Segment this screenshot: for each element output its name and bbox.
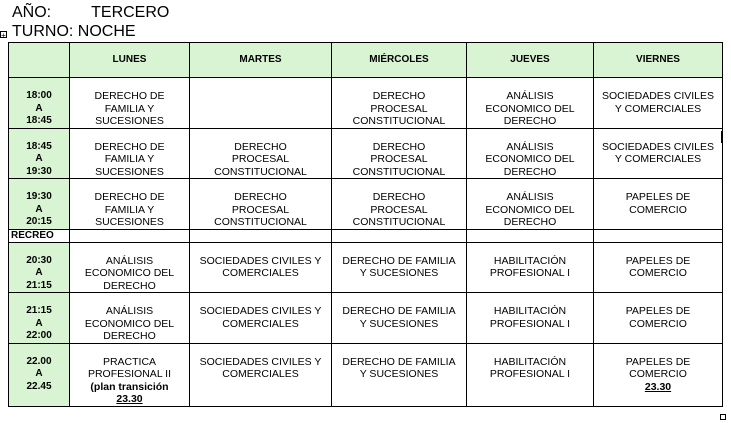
time-start: 20:30 [26,254,52,266]
subject-cell [594,128,723,179]
subject-cell [332,293,467,344]
subject-line: PRACTICA [102,355,157,368]
subject-line: PROFESIONAL I [489,267,571,279]
subject-line: DERECHO [372,90,426,102]
subject-line: DERECHO DE FAMILIA [342,305,456,317]
day-header-martes: MARTES [190,43,332,78]
time-sep: A [35,203,43,215]
subject-line: ANÁLISIS [506,90,554,102]
subject-cell [190,179,332,230]
end-time-note: 23.30 [644,380,672,393]
subject-line: PAPELES DE [625,254,691,267]
subject-line: DERECHO DE [94,191,165,203]
time-start: 22.00 [26,355,52,367]
subject-line: DERECHO [372,140,426,153]
subject-line: FAMILIA Y [104,102,155,115]
subject-line: Y SUCESIONES [359,267,439,279]
subject-cell [594,179,723,230]
subject-line: CONSTITUCIONAL [352,165,446,178]
recreo-cell [467,229,594,242]
subject-line: ECONOMICO DEL [485,102,575,115]
time-start: 18:00 [26,90,52,101]
subject-cell [332,179,467,230]
subject-cell-empty [190,78,332,129]
subject-line: COMERCIALES [222,368,299,380]
subject-line: CONSTITUCIONAL [214,216,307,228]
day-header-lunes: LUNES [70,43,190,78]
subject-line: SOCIEDADES CIVILES [601,140,715,153]
recreo-cell [70,229,190,242]
time-end: 19:30 [26,165,52,177]
time-sep: A [35,267,43,278]
time-cell [9,179,70,230]
time-end: 18:45 [26,115,52,126]
subject-line: ANÁLISIS [506,191,554,203]
recreo-label: RECREO [9,229,70,242]
time-end: 20:15 [26,216,52,227]
subject-cell [467,78,594,129]
subject-line: DERECHO [372,191,426,203]
subject-cell [467,343,594,406]
subject-cell [467,242,594,293]
subject-cell [190,343,332,406]
turno-label: TURNO: [12,23,74,40]
subject-line: SOCIEDADES CIVILES Y [199,305,322,317]
subject-line: COMERCIO [629,203,687,216]
subject-line: PROFESIONAL II [87,368,172,380]
end-time-note: 23.30 [116,393,143,405]
corner-cell [9,43,70,78]
subject-line: CONSTITUCIONAL [214,165,307,178]
subject-line: DERECHO DE [94,140,165,153]
subject-line: DERECHO [503,216,557,228]
time-cell [9,293,70,344]
text-cursor [721,131,723,143]
time-start: 21:15 [26,305,52,316]
subject-line: ECONOMICO DEL [485,153,575,165]
time-start: 18:45 [26,140,52,152]
day-header-viernes: VIERNES [594,43,723,78]
subject-cell [70,293,190,344]
time-cell [9,128,70,179]
table-row [9,293,723,344]
subject-cell [332,78,467,129]
day-header-jueves: JUEVES [467,43,594,78]
subject-cell [467,179,594,230]
subject-line: FAMILIA Y [104,153,155,165]
subject-line: DERECHO [234,191,287,203]
table-row [9,78,723,129]
subject-line: PAPELES DE [625,355,691,368]
subject-cell [467,128,594,179]
subject-cell [594,242,723,293]
subject-cell [70,343,190,406]
subject-line: COMERCIALES [222,317,299,330]
subject-line: DERECHO [503,165,557,178]
subject-cell [190,242,332,293]
subject-line: DERECHO [103,279,156,292]
day-header-miercoles: MIÉRCOLES [332,43,467,78]
table-row [9,179,723,230]
recreo-cell [190,229,332,242]
subject-line: Y COMERCIALES [614,102,702,115]
subject-line: CONSTITUCIONAL [352,115,446,127]
subject-line: COMERCIALES [222,267,299,279]
subject-line: ECONOMICO DEL [485,203,575,216]
subject-line: DERECHO [234,140,287,153]
subject-line: Y SUCESIONES [359,317,439,330]
recreo-row [9,229,723,242]
subject-line: SOCIEDADES CIVILES [601,90,715,102]
turno-value: NOCHE [77,23,136,40]
table-row [9,128,723,179]
subject-line: COMERCIO [629,267,687,279]
time-sep: A [35,153,43,164]
recreo-cell [332,229,467,242]
subject-line: DERECHO [503,115,557,127]
table-move-handle-icon[interactable]: + [1,31,6,40]
year-label: AÑO: [12,4,52,21]
subject-line: PROCESAL [370,153,428,165]
subject-line: DERECHO [103,330,156,342]
time-cell [9,242,70,293]
subject-line: PAPELES DE [625,305,691,317]
time-end: 22:00 [26,330,52,341]
time-end: 21:15 [26,279,52,291]
subject-line: COMERCIO [629,368,687,380]
time-cell [9,343,70,406]
time-sep: A [35,317,43,329]
subject-line: ANÁLISIS [105,305,154,317]
subject-line: CONSTITUCIONAL [352,216,446,228]
subject-line: PROFESIONAL I [489,368,571,380]
plan-note: (plan transición [90,380,169,393]
subject-line: ANÁLISIS [105,254,154,267]
subject-cell [70,179,190,230]
subject-line: SUCESIONES [95,115,164,127]
table-resize-handle[interactable] [720,414,726,420]
subject-line: HABILITACIÓN [493,355,567,368]
subject-line: DERECHO DE FAMILIA [342,355,456,368]
subject-cell [70,242,190,293]
subject-line: COMERCIO [629,317,687,330]
time-cell [9,78,70,129]
subject-line: Y COMERCIALES [614,153,702,165]
recreo-cell [594,229,723,242]
subject-cell [190,293,332,344]
subject-line: PAPELES DE [625,191,691,203]
subject-line: PROFESIONAL I [489,317,571,330]
subject-line: ECONOMICO DEL [84,317,175,330]
table-row [9,242,723,293]
schedule-table [8,42,723,407]
subject-line: SUCESIONES [95,165,164,178]
subject-line: PROCESAL [370,203,428,216]
subject-cell [332,343,467,406]
subject-line: SOCIEDADES CIVILES Y [199,355,322,368]
time-end: 22.45 [26,380,52,392]
subject-cell [467,293,594,344]
year-line [12,4,169,22]
subject-line: PROCESAL [231,203,290,216]
subject-line: SUCESIONES [95,216,164,228]
subject-line: ANÁLISIS [506,140,554,153]
subject-line: FAMILIA Y [104,203,155,216]
time-start: 19:30 [26,191,52,202]
subject-cell [332,242,467,293]
year-value: TERCERO [91,4,170,21]
turno-line [12,23,136,41]
subject-line: PROCESAL [370,102,428,115]
subject-cell [70,128,190,179]
subject-line: DERECHO DE FAMILIA [342,254,456,267]
subject-cell [190,128,332,179]
subject-line: SOCIEDADES CIVILES Y [199,254,322,267]
subject-cell [594,343,723,406]
day-header-row [9,43,723,78]
subject-line: HABILITACIÓN [493,254,567,267]
subject-line: DERECHO DE [94,90,165,102]
subject-line: ECONOMICO DEL [84,267,175,279]
subject-cell [332,128,467,179]
time-sep: A [35,102,43,114]
subject-line: PROCESAL [231,153,290,165]
table-row [9,343,723,406]
subject-cell [70,78,190,129]
subject-cell [594,293,723,344]
subject-line: HABILITACIÓN [493,305,567,317]
subject-cell [594,78,723,129]
time-sep: A [35,368,43,379]
subject-line: Y SUCESIONES [359,368,439,380]
